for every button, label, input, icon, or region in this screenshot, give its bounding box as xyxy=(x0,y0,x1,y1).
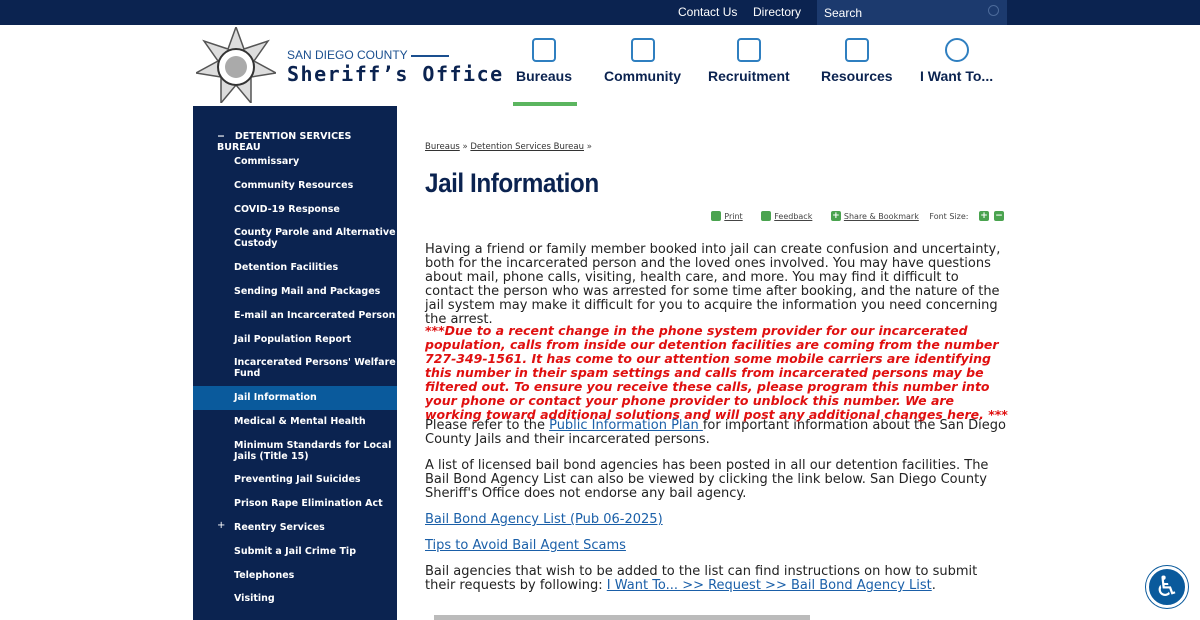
phone-alert: ***Due to a recent change in the phone system provider for our incarcerated population, calls from inside our detention facilities are coming from the number 727-349-1561. It has come to our attention some mobile carriers are identifying this number in their spam settings and calls from incarcerated persons may be filtered out. To ensure you receive these calls, please program this number into your phone or contact your phone provider to unblock this number. We are working toward additional solutions and will post any additional changes here. *** xyxy=(425,323,1008,422)
sheriff-badge-logo[interactable] xyxy=(196,27,276,103)
share-button[interactable]: + Share & Bookmark xyxy=(832,211,919,221)
sidebar-item[interactable]: COVID-19 Response xyxy=(234,204,340,215)
sidebar-item[interactable]: Commissary xyxy=(234,156,300,167)
nav-i-want-to[interactable]: I Want To... xyxy=(920,38,993,84)
accessibility-icon[interactable]: ♿ xyxy=(1146,566,1188,608)
plus-icon: + xyxy=(832,211,840,221)
info-plan-paragraph: Please refer to the Public Information Plan for important information about the San Diego County Jails and their incarcerated persons. xyxy=(425,418,1006,447)
contact-us-link[interactable]: Contact Us xyxy=(678,5,738,19)
sidebar-item[interactable]: Jail Population Report xyxy=(234,334,352,345)
directory-link[interactable]: Directory xyxy=(753,5,802,19)
sidebar-item[interactable]: Telephones xyxy=(234,570,295,581)
recruit-icon xyxy=(737,38,761,62)
sidebar-item[interactable]: Preventing Jail Suicides xyxy=(234,474,361,485)
public-information-plan-link[interactable]: Public Information Plan xyxy=(549,418,703,433)
content-image xyxy=(434,615,810,620)
feedback-icon xyxy=(761,211,771,221)
sidebar-item[interactable]: County Parole and Alternative Custody xyxy=(234,227,396,249)
sidebar-item[interactable]: Prison Rape Elimination Act xyxy=(234,498,383,509)
font-decrease-icon[interactable]: − xyxy=(995,211,1003,221)
breadcrumb: Bureaus » Detention Services Bureau » xyxy=(425,142,592,152)
nav-recruitment[interactable]: Recruitment xyxy=(708,38,790,84)
search-input[interactable] xyxy=(817,0,1007,25)
sidebar-item[interactable]: Submit a Jail Crime Tip xyxy=(234,546,356,557)
page-title: Jail Information xyxy=(425,168,599,198)
org-name[interactable]: Sheriff’s Office xyxy=(287,62,504,86)
search-placeholder: Search xyxy=(824,6,863,20)
print-button[interactable]: Print xyxy=(703,212,742,221)
bail-list-para xyxy=(425,513,1010,527)
request-link[interactable]: I Want To... >> Request >> Bail Bond Agency List xyxy=(606,578,932,593)
font-size-label: Font Size: xyxy=(929,211,969,221)
print-icon xyxy=(711,211,721,221)
sidebar-item-active[interactable]: Jail Information xyxy=(193,386,397,410)
org-county: SAN DIEGO COUNTY xyxy=(287,48,449,62)
sidebar-item[interactable]: Minimum Standards for Local Jails (Title 15) xyxy=(234,440,392,462)
sidebar-header[interactable]: − DETENTION SERVICES BUREAU xyxy=(217,131,352,153)
sidebar xyxy=(193,106,397,620)
sidebar-item[interactable]: Reentry Services xyxy=(234,522,325,533)
sidebar-item[interactable]: Incarcerated Persons' Welfare Fund xyxy=(234,357,396,379)
sidebar-item[interactable]: Visiting xyxy=(234,593,275,604)
bail-paragraph: A list of licensed bail bond agencies has been posted in all our detention facilities. The Bail Bond Agency List can also be viewed by clicking the link below. San Diego County Sheriff's Office does not endorse any bail agency. xyxy=(425,458,989,501)
nav-resources[interactable]: Resources xyxy=(821,38,893,84)
collapse-icon[interactable]: − xyxy=(217,131,235,142)
sidebar-item[interactable]: Sending Mail and Packages xyxy=(234,286,381,297)
top-bar xyxy=(0,0,1200,25)
search-icon[interactable] xyxy=(988,5,999,16)
intro-paragraph: Having a friend or family member booked into jail can create confusion and uncertainty, both for the incarcerated person and the loved ones involved. You may have questions about mail, phone calls, visiting, health care, and more. You may find it difficult to contact the person who was arrested for some time after booking, and the nature of the jail system may make it difficult for you to acquire the information you need concerning the arrest. xyxy=(425,242,1001,327)
breadcrumb-detention[interactable]: Detention Services Bureau xyxy=(470,142,584,152)
sidebar-item[interactable]: Community Resources xyxy=(234,180,354,191)
font-increase-icon[interactable]: + xyxy=(980,211,988,221)
nav-community[interactable]: Community xyxy=(604,38,681,84)
question-icon xyxy=(945,38,969,62)
sidebar-item[interactable]: Medical & Mental Health xyxy=(234,416,366,427)
people-icon xyxy=(631,38,655,62)
scams-para xyxy=(425,539,1010,553)
active-nav-indicator xyxy=(513,102,577,106)
feedback-button[interactable]: Feedback xyxy=(753,212,812,221)
building-icon xyxy=(532,38,556,62)
bail-scams-link[interactable]: Tips to Avoid Bail Agent Scams xyxy=(425,538,626,553)
sidebar-item[interactable]: Detention Facilities xyxy=(234,262,339,273)
bail-bond-list-link[interactable]: Bail Bond Agency List (Pub 06-2025) xyxy=(425,512,663,527)
breadcrumb-bureaus[interactable]: Bureaus xyxy=(425,142,460,152)
request-paragraph: Bail agencies that wish to be added to the list can find instructions on how to submit their requests by following: I Want To... >> Request >> Bail Bond Agency List. xyxy=(425,564,978,593)
expand-icon[interactable]: + xyxy=(217,520,226,531)
folder-icon xyxy=(845,38,869,62)
page-tools xyxy=(695,211,1007,221)
sidebar-item[interactable]: E-mail an Incarcerated Person xyxy=(234,310,396,321)
nav-bureaus[interactable]: Bureaus xyxy=(516,38,572,84)
